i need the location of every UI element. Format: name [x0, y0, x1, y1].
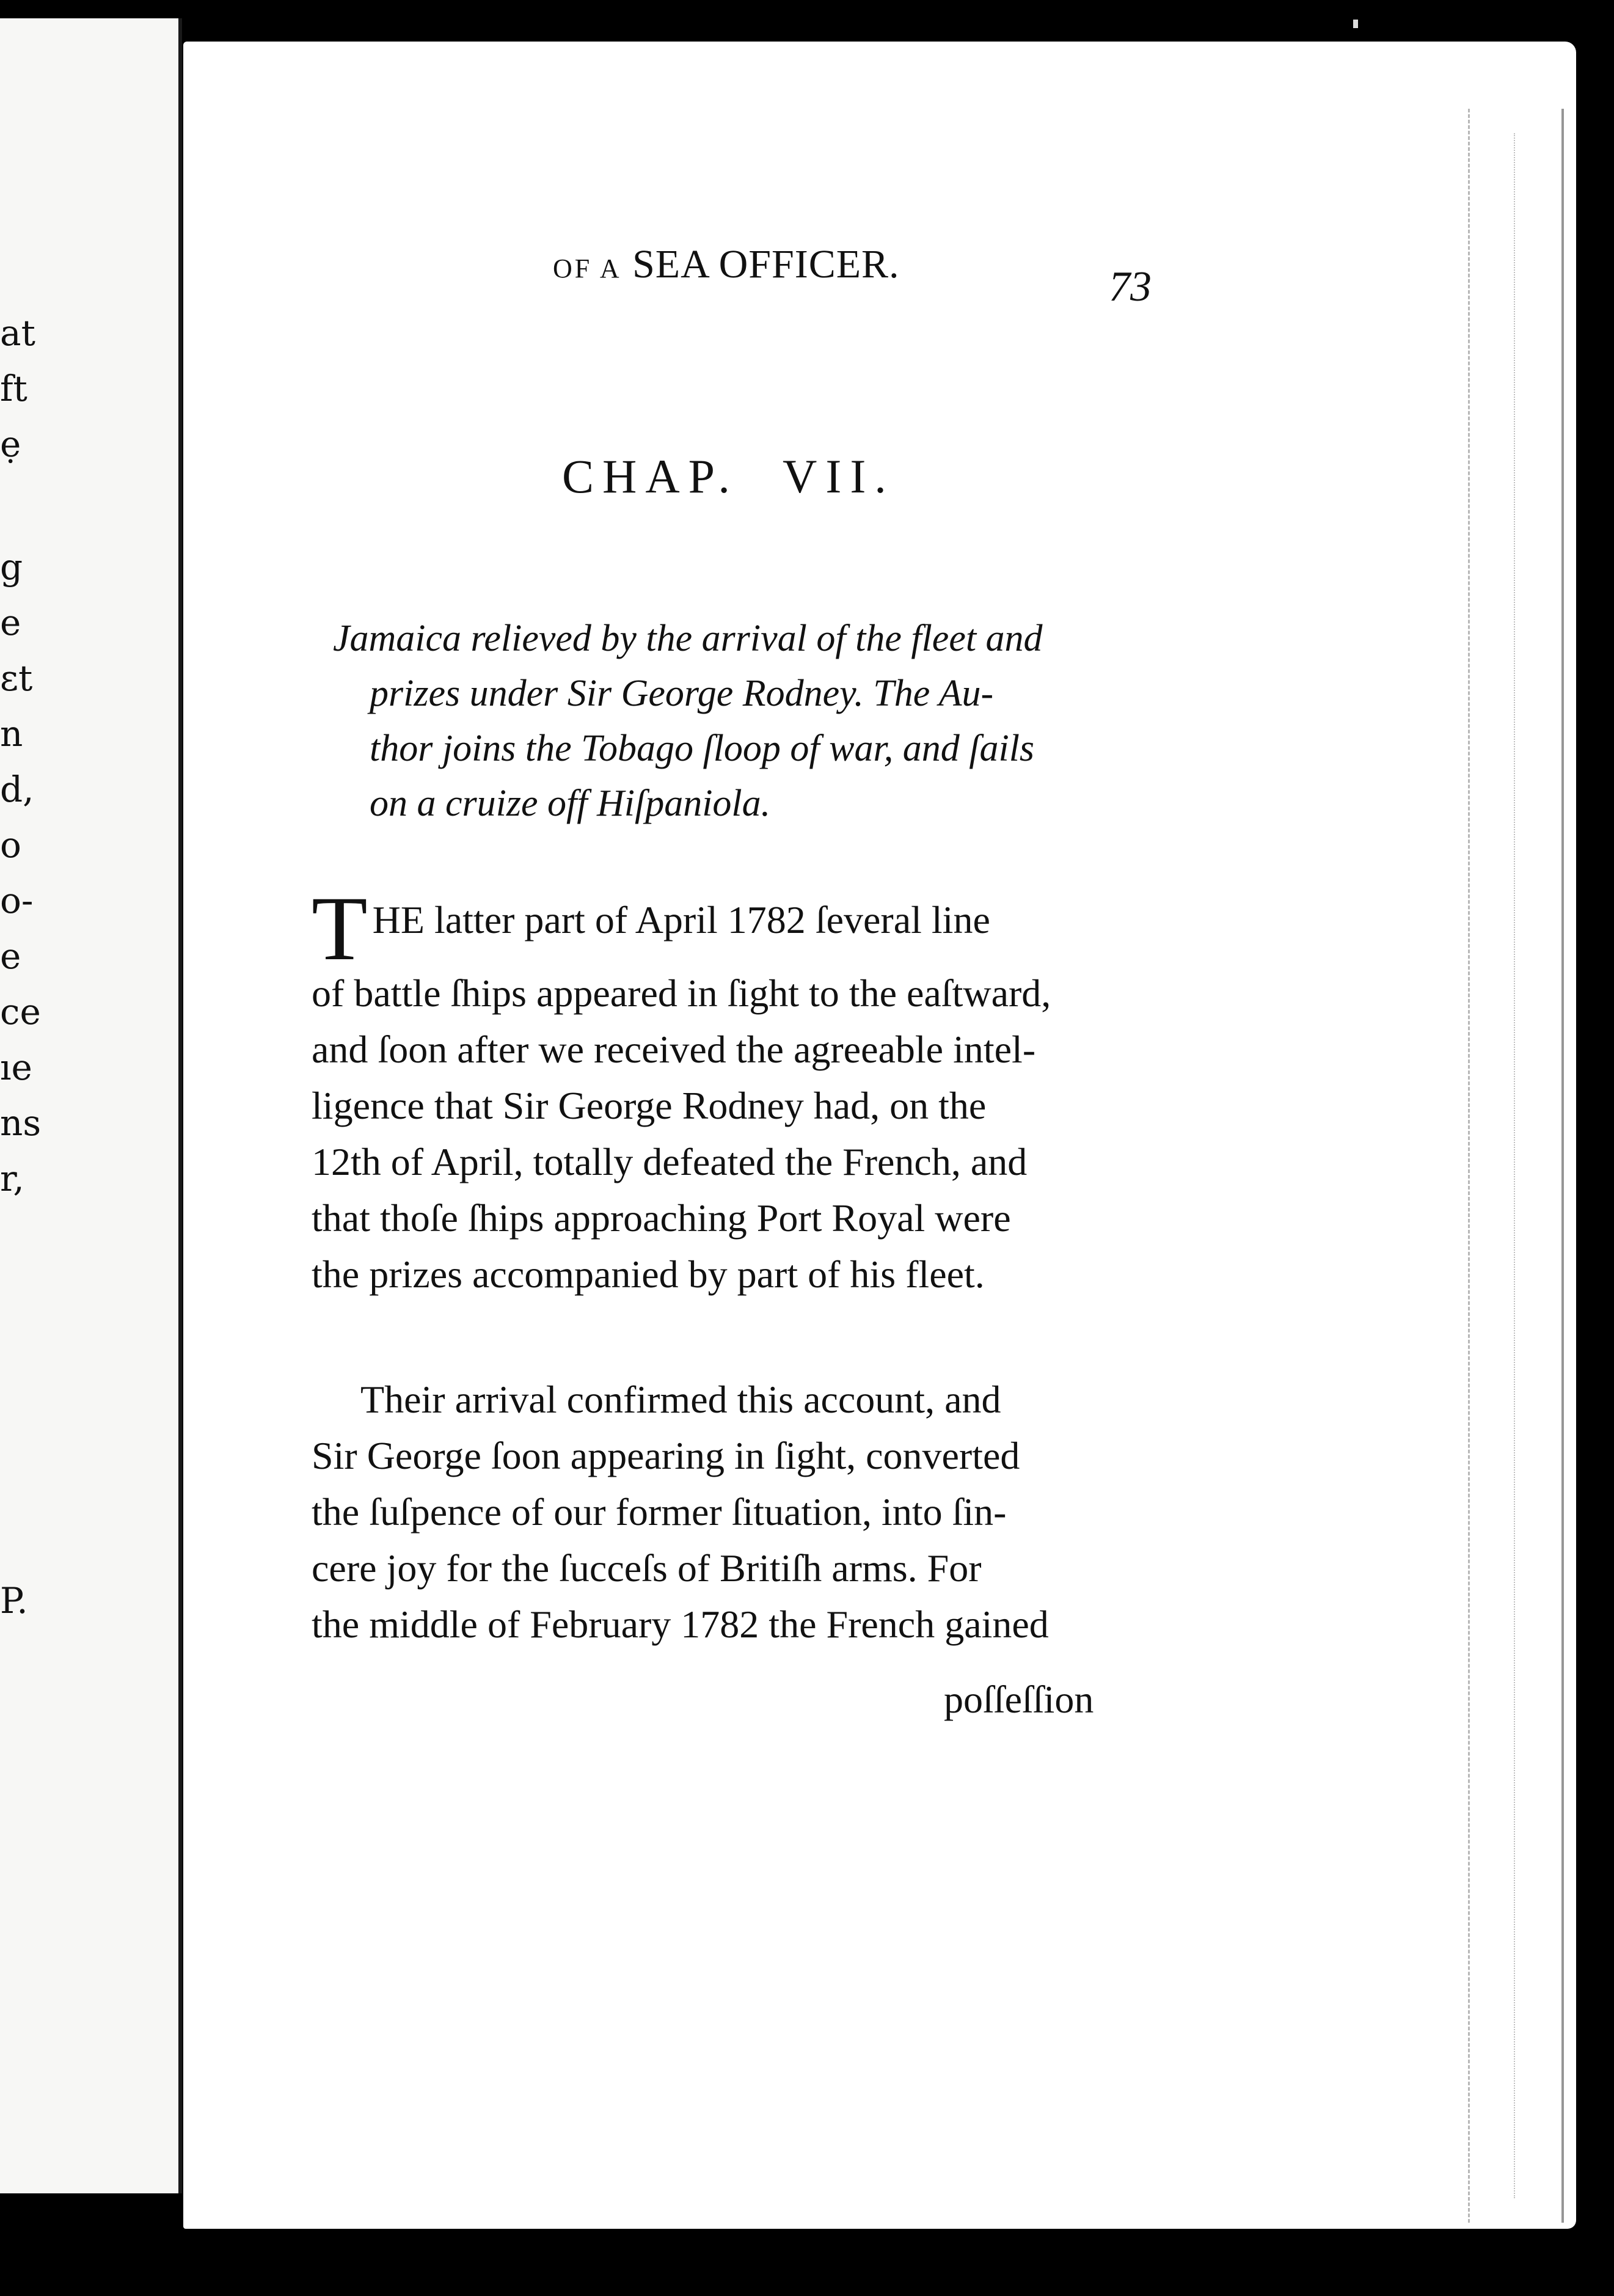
paragraph-1	[312, 878, 1130, 1303]
left-fragment: e	[0, 935, 21, 977]
summary-line: Jamaica relieved by the arrival of the fleet and	[333, 618, 1043, 659]
paragraph-line: HE latter part of April 1782 ſeveral line	[372, 898, 990, 941]
paragraph-line: cere joy for the ſucceſs of Britiſh arms. For	[312, 1546, 982, 1590]
paragraph-line: the middle of February 1782 the French gained	[312, 1603, 1049, 1646]
running-head-prefix: OF A	[553, 254, 622, 283]
paragraph-line: and ſoon after we received the agreeable intel-	[312, 1028, 1036, 1071]
left-fragment: ıe	[0, 1047, 32, 1088]
drop-cap: T	[312, 878, 368, 979]
left-fragment: o-	[0, 880, 34, 921]
paragraph-line: the prizes accompanied by part of his fleet.	[312, 1252, 985, 1296]
left-fragment: at	[0, 312, 35, 354]
paragraph-line: Their arrival confirmed this account, and	[360, 1378, 1001, 1421]
summary-line: thor joins the Tobago ſloop of war, and ſails	[370, 728, 1035, 769]
running-head	[553, 241, 900, 288]
paragraph-line: that thoſe ſhips approaching Port Royal were	[312, 1196, 1011, 1240]
summary-line: on a cruize off Hiſpaniola.	[370, 783, 771, 824]
dust-speck	[1353, 20, 1358, 28]
left-page-text-fragments	[0, 305, 42, 1629]
left-fragment: ft	[0, 368, 27, 409]
paragraph-line: 12th of April, totally defeated the French, and	[312, 1140, 1028, 1183]
paragraph-line: ligence that Sir George Rodney had, on the	[312, 1084, 987, 1127]
left-fragment: ẹ	[0, 423, 21, 465]
paragraph-line: the ſuſpence of our former ſituation, into ſin-	[312, 1490, 1007, 1534]
left-fragment: d,	[0, 769, 34, 810]
catchword: poſſeſſion	[944, 1678, 1094, 1721]
paragraph-line: of battle ſhips appeared in ſight to the eaſtward,	[312, 971, 1051, 1015]
page-number: 73	[1109, 263, 1152, 310]
left-fragment: P.	[0, 1580, 28, 1621]
chapter-summary	[333, 611, 1158, 831]
left-fragment: n	[0, 713, 23, 755]
page-edge-inner	[1514, 133, 1533, 2198]
left-fragment: g	[0, 546, 23, 588]
left-fragment: e	[0, 602, 21, 643]
left-facing-page	[0, 18, 182, 2193]
left-fragment: o	[0, 824, 21, 866]
running-head-title: SEA OFFICER.	[632, 242, 900, 287]
left-fragment	[0, 472, 37, 539]
left-fragment	[0, 1207, 37, 1573]
summary-line: prizes under Sir George Rodney. The Au-	[370, 673, 994, 714]
left-fragment: ce	[0, 991, 41, 1033]
left-fragment: ɛt	[0, 657, 33, 699]
paragraph-2	[312, 1372, 1130, 1653]
paragraph-line: Sir George ſoon appearing in ſight, converted	[312, 1434, 1020, 1477]
left-fragment: r,	[0, 1158, 24, 1199]
left-fragment: ns	[0, 1102, 42, 1144]
chapter-heading: CHAP. VII.	[562, 450, 895, 503]
